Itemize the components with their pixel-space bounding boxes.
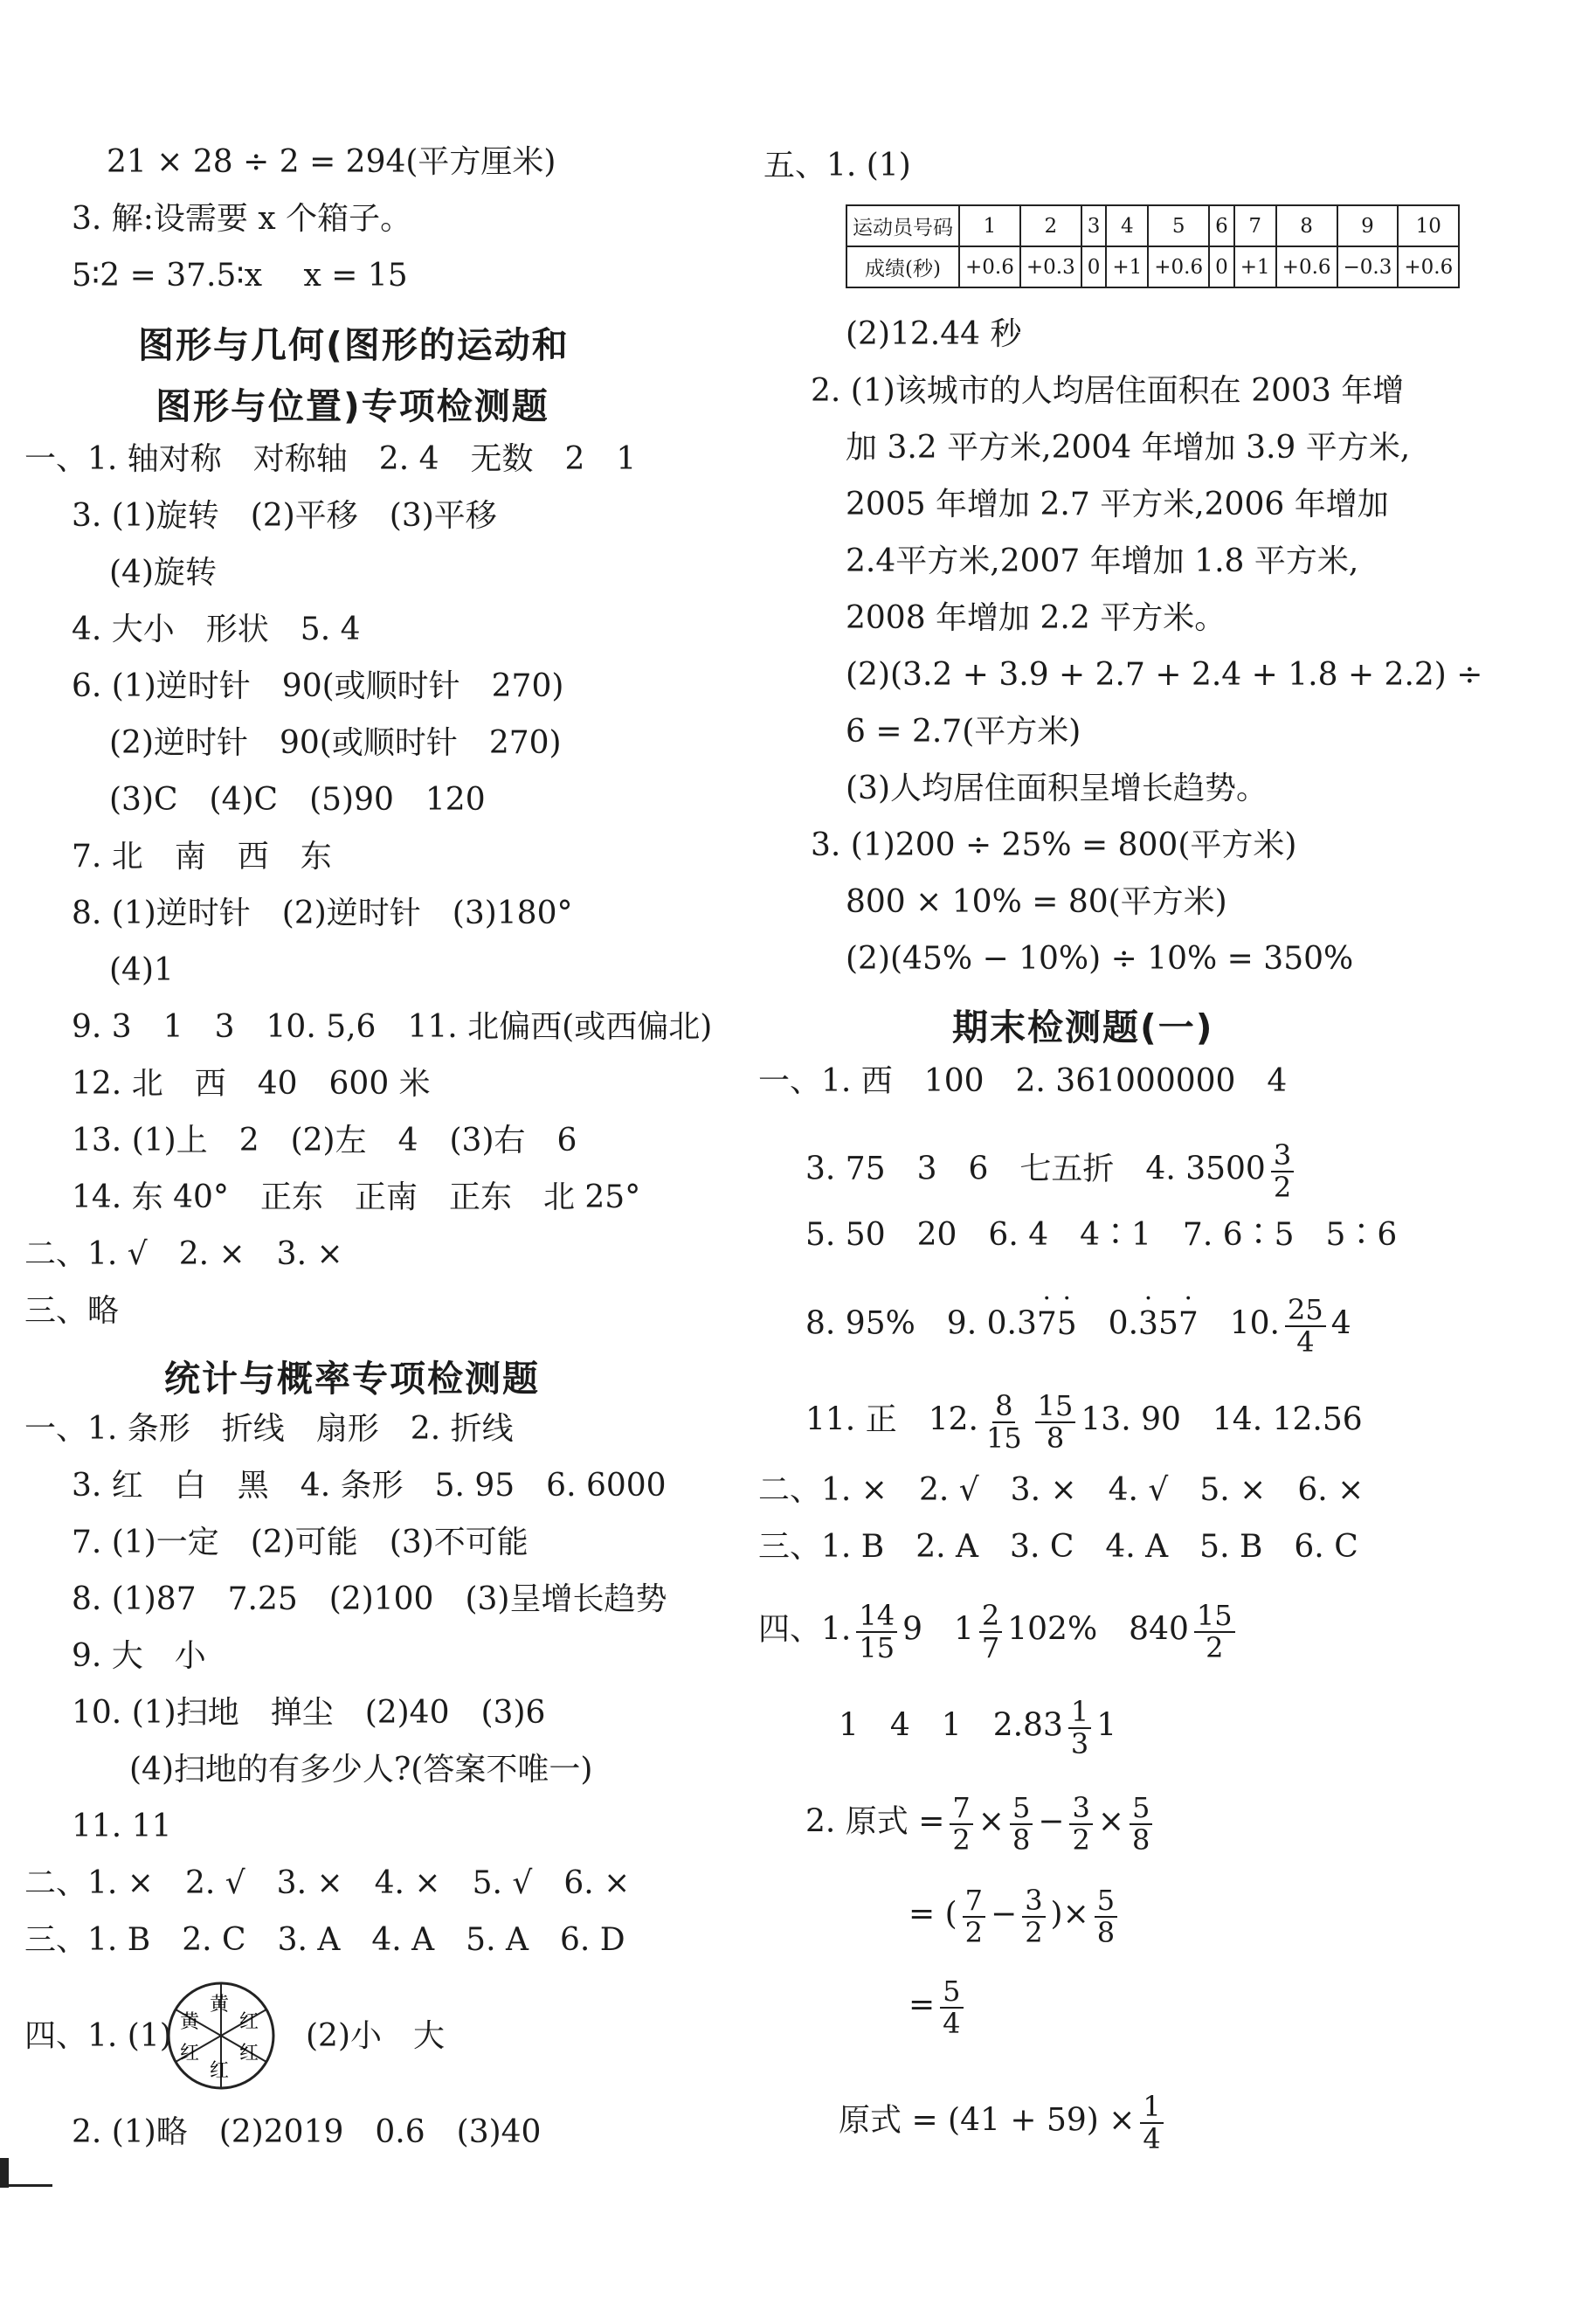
section-heading-geometry-line2: 图形与位置)专项检测题 (155, 385, 549, 427)
answer-line: 8. (1)逆时针 (2)逆时针 (3)180° (72, 896, 573, 931)
answer-line: 12. 北 西 40 600 米 (72, 1066, 431, 1102)
fraction (856, 1601, 897, 1663)
fraction (1130, 1793, 1152, 1855)
page-edge-mark (0, 2158, 9, 2188)
answer-line (839, 1697, 1116, 1759)
answer-line: (3)人均居住面积呈增长趋势。 (846, 771, 1268, 806)
answer-line: 7. 北 南 西 东 (72, 839, 332, 875)
answer-line: 9. 大 小 (72, 1638, 206, 1674)
denominator: 8 (1132, 1822, 1150, 1857)
numerator: 3 (1022, 1885, 1045, 1918)
table-cell: +0.6 (1276, 246, 1337, 287)
answer-line (805, 1295, 1351, 1357)
numerator: 5 (940, 1976, 963, 2009)
numerator: 25 (1285, 1295, 1326, 1327)
answer-line: 5. 50 20 6. 4 4∶1 7. 6∶5 5∶6 (805, 1217, 1398, 1253)
table-row (846, 205, 1459, 246)
answer-line: (2)逆时针 90(或顺时针 270) (109, 725, 562, 761)
table-cell: 9 (1337, 205, 1399, 246)
answer-line: 加 3.2 平方米,2004 年增加 3.9 平方米, (846, 430, 1411, 466)
minus-sign: − (1038, 1803, 1065, 1840)
numerator: 3 (1069, 1793, 1092, 1825)
table-cell: 1 (959, 205, 1020, 246)
repeating-digit: · 3 (1138, 1309, 1158, 1340)
answer-line: 一、1. 西 100 2. 361000000 4 (758, 1063, 1288, 1099)
denominator: 2 (1025, 1915, 1043, 1949)
answer-line: (2)(45% − 10%) ÷ 10% = 350% (846, 941, 1354, 977)
spinner-label: 黄 (210, 1994, 230, 2016)
table-row (846, 246, 1459, 287)
table-cell: 5 (1148, 205, 1209, 246)
denominator: 8 (1012, 1822, 1031, 1857)
numerator: 1 (1140, 2092, 1163, 2124)
answer-text: 9 1 (902, 1611, 974, 1648)
answer-line: 二、1. √ 2. × 3. × (24, 1236, 343, 1272)
table-cell: −0.3 (1337, 246, 1399, 287)
proportion-equation: 5∶2 = 37.5∶x x = 15 (72, 258, 408, 294)
fraction (1285, 1295, 1326, 1357)
times-sign: × (1062, 1896, 1089, 1933)
answer-text: 5 (1157, 1305, 1178, 1342)
denominator: 2 (1273, 1170, 1292, 1204)
answer-line: 11. 11 (72, 1809, 172, 1844)
spinner-diagram (164, 1979, 278, 2092)
fraction (940, 1976, 963, 2038)
answer-line: 二、1. × 2. √ 3. × 4. × 5. √ 6. × (24, 1865, 631, 1901)
denominator: 4 (943, 2006, 961, 2040)
answer-text: 11. 正 12. (805, 1401, 978, 1438)
answer-line: 6. (1)逆时针 90(或顺时针 270) (72, 668, 564, 704)
fraction (1069, 1793, 1092, 1855)
answer-text: 3. 75 3 6 七五折 4. 3500 (805, 1151, 1266, 1187)
table-cell: +0.6 (1398, 246, 1459, 287)
numerator: 3 (1271, 1140, 1294, 1172)
fraction (1010, 1793, 1033, 1855)
answer-line (805, 1391, 1363, 1453)
answer-line: 五、1. (1) (763, 148, 911, 183)
fraction (1140, 2092, 1163, 2154)
answer-line: 3. (1)200 ÷ 25% = 800(平方米) (811, 827, 1297, 863)
answer-text: 13. 90 14. 12.56 (1081, 1401, 1363, 1438)
answer-line: 四、1. (1) (24, 2018, 172, 2054)
spinner-label: 黄 (180, 2011, 200, 2033)
close-paren: ) (1050, 1896, 1063, 1933)
answer-line: (2)12.44 秒 (846, 316, 1022, 352)
section-heading-statistics: 统计与概率专项检测题 (164, 1358, 540, 1400)
denominator: 2 (1206, 1630, 1224, 1664)
answer-line: 二、1. × 2. √ 3. × 4. √ 5. × 6. × (758, 1472, 1365, 1508)
minus-sign: − (991, 1896, 1018, 1933)
table-cell: 0 (1081, 246, 1107, 287)
answer-line: (4)旋转 (109, 555, 217, 591)
denominator: 3 (1070, 1726, 1089, 1760)
numerator: 14 (856, 1601, 897, 1633)
denominator: 2 (952, 1822, 971, 1857)
answer-line: 9. 3 1 3 10. 5,6 11. 北偏西(或西偏北) (72, 1009, 713, 1045)
answer-line: 6 = 2.7(平方米) (846, 714, 1081, 750)
answer-line: 三、1. B 2. C 3. A 4. A 5. A 6. D (24, 1922, 625, 1958)
answer-line: 2. (1)略 (2)2019 0.6 (3)40 (72, 2114, 542, 2150)
table-cell: +1 (1234, 246, 1276, 287)
table-cell: 10 (1398, 205, 1459, 246)
table-cell: +0.3 (1020, 246, 1081, 287)
spinner-label: 红 (180, 2043, 200, 2064)
fraction (979, 1601, 1002, 1663)
calculation-line (909, 1976, 969, 2038)
answer-line: (3)C (4)C (5)90 120 (109, 782, 486, 818)
numerator: 15 (1194, 1601, 1235, 1633)
answer-text: = ( (909, 1896, 957, 1933)
denominator: 8 (1096, 1915, 1116, 1949)
denominator: 8 (1046, 1421, 1065, 1455)
table-cell: 8 (1276, 205, 1337, 246)
answer-line: 2. (1)该城市的人均居住面积在 2003 年增 (811, 373, 1405, 409)
numerator: 2 (979, 1601, 1002, 1633)
denominator: 4 (1296, 1324, 1315, 1359)
table-cell: 0 (1209, 246, 1234, 287)
athlete-results-table (846, 204, 1460, 288)
table-cell: 运动员号码 (846, 205, 959, 246)
denominator: 7 (981, 1630, 1000, 1664)
answer-line: 2008 年增加 2.2 平方米。 (846, 600, 1226, 636)
repeating-digit: · 7 (1037, 1309, 1057, 1340)
denominator: 2 (964, 1915, 984, 1949)
answer-line: 3. (1)旋转 (2)平移 (3)平移 (72, 498, 497, 534)
answer-text: 102% 840 (1007, 1611, 1189, 1648)
calculation-line (839, 2092, 1169, 2154)
answer-line (758, 1601, 1240, 1663)
solution-setup: 3. 解:设需要 x 个箱子。 (72, 201, 412, 237)
answer-text: 原式 = (41 + 59) × (839, 2102, 1136, 2139)
numerator: 1 (1068, 1697, 1091, 1729)
section-heading-final-exam: 期末检测题(一) (952, 1006, 1214, 1048)
answer-text: 0. (1076, 1305, 1139, 1342)
table-cell: +1 (1106, 246, 1148, 287)
fraction (984, 1391, 1025, 1453)
answer-line: 3. 红 白 黑 4. 条形 5. 95 6. 6000 (72, 1468, 667, 1504)
answer-line: (2)(3.2 + 3.9 + 2.7 + 2.4 + 1.8 + 2.2) ÷ (846, 657, 1483, 693)
answer-text: 8. 95% 9. 0.3 (805, 1305, 1037, 1342)
section-heading-geometry-line1: 图形与几何(图形的运动和 (138, 324, 570, 366)
answer-line: 三、1. B 2. A 3. C 4. A 5. B 6. C (758, 1529, 1358, 1565)
answer-line: (2)小 大 (306, 2018, 445, 2054)
answer-text: 四、1. (758, 1611, 852, 1648)
answer-line: 7. (1)一定 (2)可能 (3)不可能 (72, 1525, 529, 1560)
fraction (1022, 1885, 1045, 1947)
fraction (950, 1793, 972, 1855)
table-cell: 7 (1234, 205, 1276, 246)
spinner-label: 红 (210, 2060, 230, 2082)
denominator: 15 (985, 1421, 1022, 1455)
answer-line: 800 × 10% = 80(平方米) (846, 884, 1227, 920)
answer-line: 一、1. 轴对称 对称轴 2. 4 无数 2 1 (24, 441, 637, 477)
numerator: 8 (992, 1391, 1015, 1423)
denominator: 2 (1072, 1822, 1090, 1857)
table-cell: 成绩(秒) (846, 246, 959, 287)
numerator: 5 (1095, 1885, 1117, 1918)
repeating-digit: · 5 (1057, 1309, 1077, 1340)
answer-text: 1 4 1 2.83 (839, 1707, 1063, 1744)
calculation-line (909, 1885, 1123, 1947)
numerator: 15 (1035, 1391, 1076, 1423)
answer-line: (4)扫地的有多少人?(答案不唯一) (129, 1752, 593, 1788)
answer-text: 1 (1096, 1707, 1117, 1744)
numerator: 5 (1130, 1793, 1152, 1825)
answer-line: 14. 东 40° 正东 正南 正东 北 25° (72, 1179, 641, 1215)
table-cell: 4 (1106, 205, 1148, 246)
fraction (1194, 1601, 1235, 1663)
fraction (1271, 1140, 1294, 1202)
answer-line: 2.4平方米,2007 年增加 1.8 平方米, (846, 543, 1359, 579)
numerator: 5 (1010, 1793, 1033, 1825)
answer-line (805, 1140, 1299, 1202)
times-sign: × (978, 1803, 1005, 1840)
fraction (1095, 1885, 1117, 1947)
answer-text: 4 (1330, 1305, 1351, 1342)
answer-line: 一、1. 条形 折线 扇形 2. 折线 (24, 1411, 514, 1447)
answer-text: 10. (1198, 1305, 1281, 1342)
table-cell: 6 (1209, 205, 1234, 246)
answer-line: 10. (1)扫地 掸尘 (2)40 (3)6 (72, 1695, 546, 1731)
spinner-label: 红 (239, 2011, 259, 2033)
table-cell: +0.6 (959, 246, 1020, 287)
fraction (1068, 1697, 1091, 1759)
answer-text: 2. 原式 = (805, 1803, 945, 1840)
spinner-label: 红 (239, 2043, 259, 2064)
answer-line: 8. (1)87 7.25 (2)100 (3)呈增长趋势 (72, 1581, 667, 1617)
denominator: 15 (859, 1630, 895, 1664)
fraction (1035, 1391, 1076, 1453)
numerator: 7 (963, 1885, 985, 1918)
table-cell: +0.6 (1148, 246, 1209, 287)
answer-line: 2005 年增加 2.7 平方米,2006 年增加 (846, 487, 1389, 522)
fraction (963, 1885, 985, 1947)
page-footer-rule (0, 2184, 52, 2187)
answer-line: 4. 大小 形状 5. 4 (72, 612, 361, 647)
times-sign: × (1097, 1803, 1124, 1840)
calculation-line (805, 1793, 1157, 1855)
answer-text: = (909, 1987, 936, 2023)
answer-line: 13. (1)上 2 (2)左 4 (3)右 6 (72, 1123, 577, 1158)
table-cell: 3 (1081, 205, 1107, 246)
answer-line: 三、略 (24, 1293, 120, 1329)
table-cell: 2 (1020, 205, 1081, 246)
repeating-digit: · 7 (1178, 1309, 1199, 1340)
numerator: 7 (950, 1793, 972, 1825)
answer-line: (4)1 (109, 952, 174, 988)
denominator: 4 (1143, 2121, 1161, 2155)
area-calculation: 21 × 28 ÷ 2 = 294(平方厘米) (107, 144, 556, 180)
